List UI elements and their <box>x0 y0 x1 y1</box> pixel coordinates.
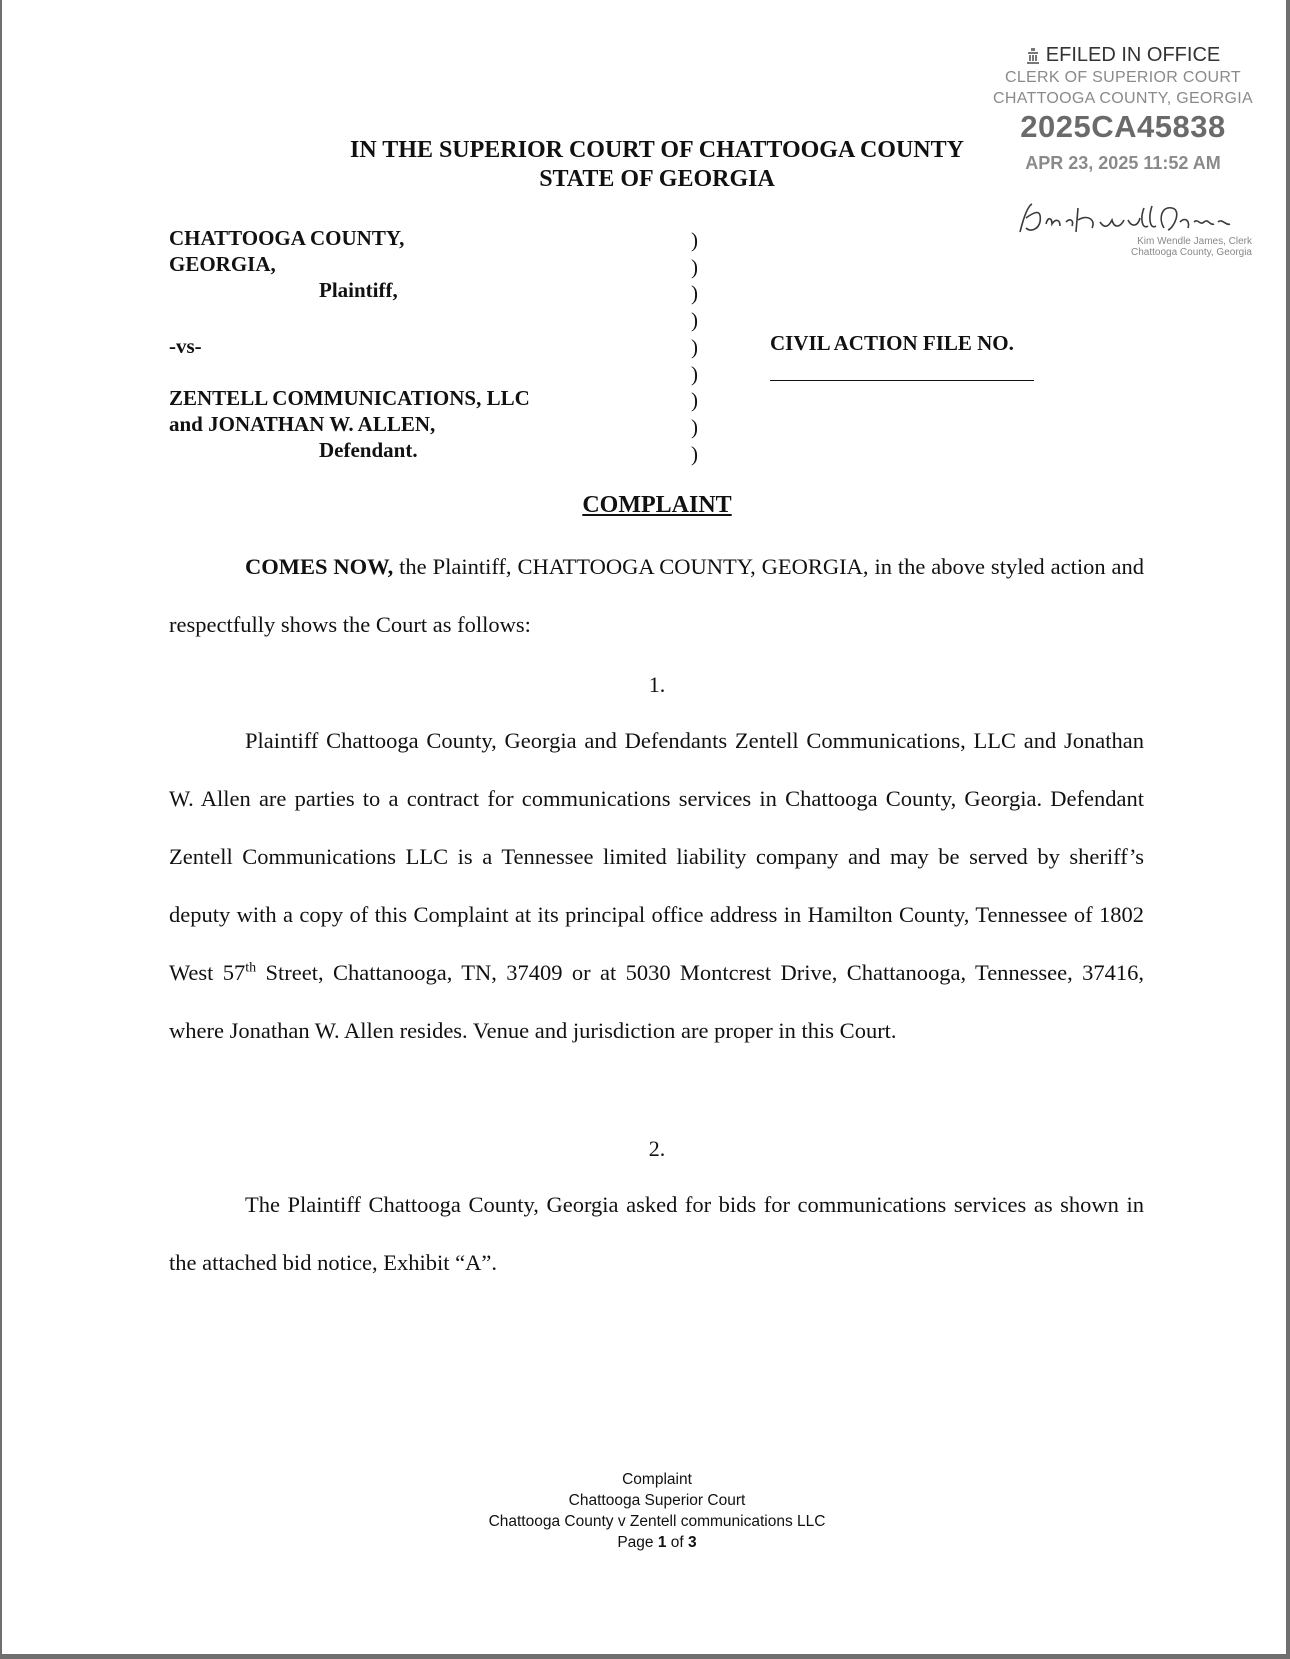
page-of: of <box>666 1534 689 1551</box>
clerk-name-caption <box>1062 236 1252 258</box>
intro-text: the Plaintiff, CHATTOOGA COUNTY, GEORGIA, in the above styled action and respectfully shows the Court as follows: <box>169 554 1144 637</box>
paren: ) <box>691 254 698 279</box>
defendant-role: Defendant. <box>319 438 418 462</box>
clerk-name-line1: Kim Wendle James, Clerk <box>1137 236 1252 247</box>
defendant-name-line2: and JONATHAN W. ALLEN, <box>169 412 436 436</box>
efile-stamp <box>982 44 1264 174</box>
paragraph-2 <box>169 1176 1144 1292</box>
paren: ) <box>691 308 698 333</box>
clerk-name-line2: Chattooga County, Georgia <box>1130 247 1252 258</box>
plaintiff-name-line2: GEORGIA, <box>169 252 276 276</box>
stamp-clerk: CLERK OF SUPERIOR COURT <box>1005 69 1241 86</box>
efiled-text: EFILED IN OFFICE <box>1045 44 1221 66</box>
page-current: 1 <box>657 1534 667 1551</box>
caption-parentheses <box>691 227 698 467</box>
paren: ) <box>691 334 698 359</box>
paren: ) <box>691 361 698 386</box>
plaintiff-name-line1: CHATTOOGA COUNTY, <box>169 226 405 250</box>
clerk-signature <box>1012 198 1232 240</box>
page-indicator <box>2 1532 1290 1553</box>
plaintiff-caption <box>169 225 404 303</box>
footer-line1: Complaint <box>622 1471 692 1488</box>
ordinal-suffix: th <box>245 960 257 976</box>
defendant-name-line1: ZENTELL COMMUNICATIONS, LLC <box>169 386 530 410</box>
court-heading <box>332 136 982 194</box>
versus-label: -vs- <box>169 334 202 358</box>
intro-bold: COMES NOW, <box>245 554 394 579</box>
document-page <box>2 0 1286 1654</box>
page-prefix: Page <box>617 1534 658 1551</box>
intro-paragraph <box>169 538 1144 654</box>
paren: ) <box>691 281 698 306</box>
defendant-caption <box>169 385 530 463</box>
para2-text: The Plaintiff Chattooga County, Georgia asked for bids for communications services as shown in the attached bid notice, Exhibit “A”. <box>169 1192 1144 1275</box>
paragraph-number-1: 1. <box>648 672 666 697</box>
filing-datetime: APR 23, 2025 11:52 AM <box>1025 153 1221 173</box>
paren: ) <box>691 388 698 413</box>
paren: ) <box>691 414 698 439</box>
footer-line2: Chattooga Superior Court <box>568 1492 746 1509</box>
para1-text-a: Plaintiff Chattooga County, Georgia and Defendants Zentell Communications, LLC and Jonathan W. Allen are parties to a contract for communications services in Chattooga County, Georgia. Defendant Zentell Communications LLC is a Tennessee limited liability company and may be served by sheriff’s deputy with a copy of this Complaint at its principal office address in Hamilton County, Tennessee of 1802 West 57 <box>169 728 1144 985</box>
footer-line3: Chattooga County v Zentell communications LLC <box>488 1513 826 1530</box>
file-number-blank <box>770 380 1034 381</box>
efile-seal-icon <box>1026 48 1040 64</box>
civil-action-label: CIVIL ACTION FILE NO. <box>770 331 1014 355</box>
paren: ) <box>691 228 698 252</box>
complaint-title: COMPLAINT <box>582 492 732 518</box>
court-heading-line1: IN THE SUPERIOR COURT OF CHATTOOGA COUNTY <box>350 137 964 163</box>
page-total: 3 <box>688 1534 697 1551</box>
paragraph-number-2: 2. <box>648 1136 666 1161</box>
plaintiff-role: Plaintiff, <box>319 278 398 302</box>
paren: ) <box>691 441 698 466</box>
paragraph-1 <box>169 712 1144 1060</box>
efiled-line <box>982 44 1264 67</box>
page-footer <box>2 1469 1290 1553</box>
para1-text-b: Street, Chattanooga, TN, 37409 or at 5030 Montcrest Drive, Chattanooga, Tennessee, 37416, where Jonathan W. Allen resides. Venue and jurisdiction are proper in this Court. <box>169 960 1145 1043</box>
court-heading-line2: STATE OF GEORGIA <box>539 166 775 192</box>
stamp-county: CHATTOOGA COUNTY, GEORGIA <box>993 90 1253 107</box>
case-number: 2025CA45838 <box>1020 109 1226 144</box>
